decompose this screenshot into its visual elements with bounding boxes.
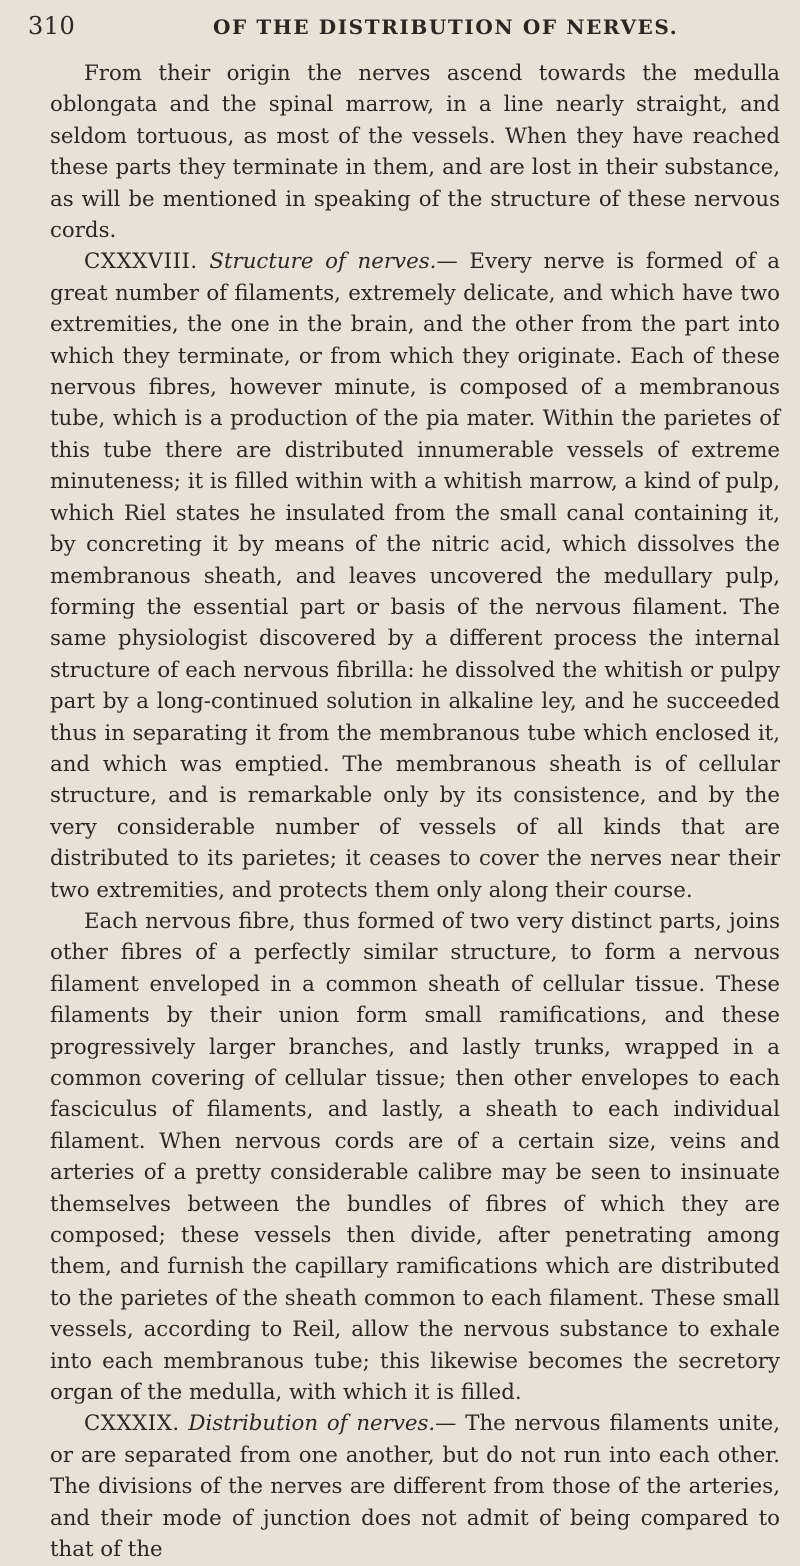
paragraph-text: From their origin the nerves ascend towards the medulla oblongata and the spinal marrow, in a line nearly straight, and seldom tortuous, as most of the vessels. When they have reached these parts they terminate in them, and are lost in their substance, as will be mentioned in speaking of the structure of these nervous cords. xyxy=(50,61,780,244)
paragraph-text: — The nervous filaments unite, or are separated from one another, but do not run into each other. The divisions of the nerves are different from those of the arteries, and their mode of junction does not admit of being compared to that of the xyxy=(50,1411,780,1563)
paragraph-nervous-fibre xyxy=(50,906,780,1409)
section-title: Structure of nerves. xyxy=(209,249,437,275)
page-header xyxy=(28,6,748,46)
section-title: Distribution of nerves. xyxy=(188,1411,436,1437)
body-text xyxy=(50,58,780,1566)
section-number: CXXXIX. xyxy=(84,1411,180,1437)
paragraph-text: — Every nerve is formed of a great number of filaments, extremely delicate, and which have two extremities, the one in the brain, and the other from the part into which they terminate, or from which they originate. Each of these nervous fibres, however minute, is composed of a membranous tube, which is a production of the pia mater. Within the parietes of this tube there are distributed innumerable vessels of extreme minuteness; it is filled within with a whitish marrow, a kind of pulp, which Riel states he insulated from the small canal containing it, by concreting it by means of the nitric acid, which dissolves the membranous sheath, and leaves uncovered the medullary pulp, forming the essential part or basis of the nervous filament. The same physiologist discovered by a different process the internal structure of each nervous fibrilla: he dissolved the whitish or pulpy part by a long-continued solution in alkaline ley, and he succeeded thus in separating it from the membranous tube which enclosed it, and which was emptied. The membranous sheath is of cellular structure, and is remarkable only by its consistence, and by the very considerable number of vessels of all kinds that are distributed to its parietes; it ceases to cover the nerves near their two extremities, and protects them only along their course. xyxy=(50,249,780,903)
paragraph-section-cxxxviii xyxy=(50,246,780,906)
paragraph-intro xyxy=(50,58,780,246)
paragraph-text: Each nervous fibre, thus formed of two very distinct parts, joins other fibres of a perfectly similar structure, to form a nervous filament enveloped in a common sheath of cellular tissue. These filaments by their union form small ramifications, and these progressively larger branches, and lastly trunks, wrapped in a common covering of cellular tissue; then other envelopes to each fasciculus of filaments, and lastly, a sheath to each individual filament. When nervous cords are of a certain size, veins and arteries of a pretty considerable calibre may be seen to insinuate themselves between the bundles of fibres of which they are composed; these vessels then divide, after penetrating among them, and furnish the capillary ramifications which are distributed to the parietes of the sheath common to each filament. These small vessels, according to Reil, allow the nervous substance to exhale into each membranous tube; this likewise becomes the secretory organ of the medulla, with which it is filled. xyxy=(50,908,780,1406)
section-number: CXXXVIII. xyxy=(84,249,198,275)
paragraph-section-cxxxix xyxy=(50,1408,780,1565)
running-title: OF THE DISTRIBUTION OF NERVES. xyxy=(213,15,679,39)
page-number: 310 xyxy=(28,12,76,40)
